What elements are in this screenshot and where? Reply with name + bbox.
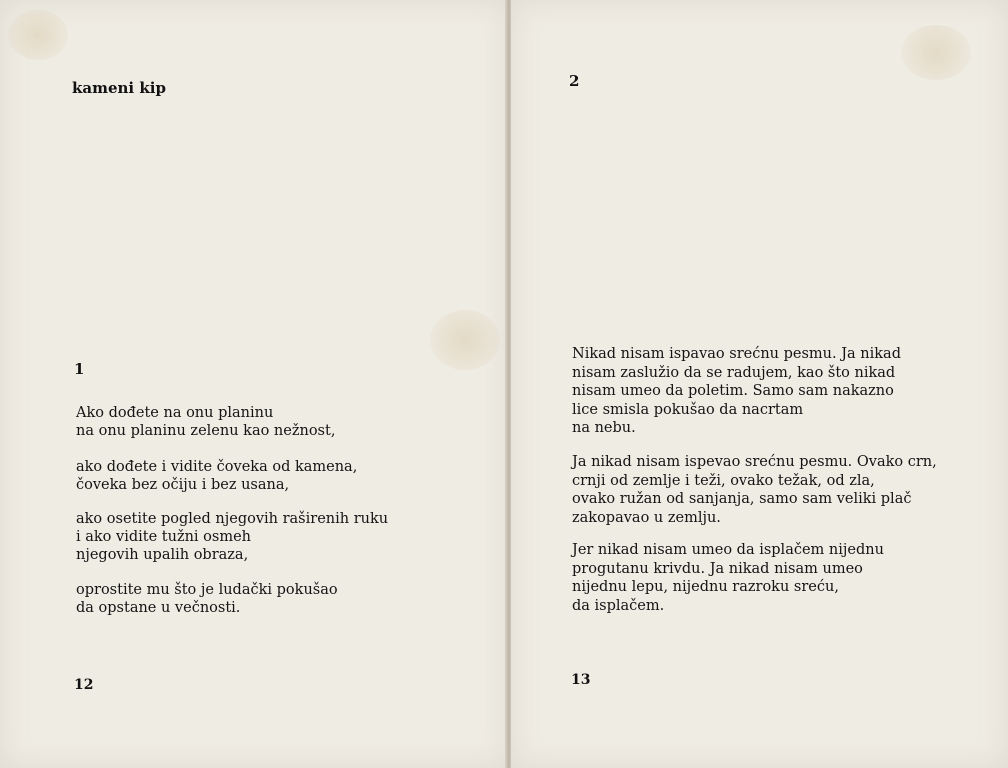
prose-line: nijednu lepu, nijednu razroku sreću, [572, 579, 839, 595]
poem-line: Ako dođete na onu planinu [76, 405, 274, 421]
section-number: 2 [569, 72, 580, 90]
prose-line: Ja nikad nisam ispevao srećnu pesmu. Ovako crn, [572, 454, 937, 470]
prose-line: crnji od zemlje i teži, ovako težak, od zla, [572, 472, 875, 489]
poem-line: njegovih upalih obraza, [76, 547, 249, 563]
prose-line: da isplačem. [572, 597, 665, 614]
poem-line: oprostite mu što je ludački pokušao [76, 582, 338, 598]
prose-line: nisam umeo da poletim. Samo sam nakazno [572, 383, 894, 399]
paper-stain [8, 10, 68, 60]
section-number: 1 [74, 360, 85, 378]
poem-line: čoveka bez očiju i bez usana, [76, 477, 290, 493]
page-number: 12 [74, 677, 94, 693]
prose-line: lice smisla pokušao da nacrtam [572, 401, 804, 418]
prose-line: na nebu. [572, 420, 636, 436]
prose-line: Jer nikad nisam umeo da isplačem nijednu [572, 542, 884, 558]
poem-line: i ako vidite tužni osmeh [76, 529, 252, 545]
poem-line: na onu planinu zelenu kao nežnost, [76, 423, 336, 439]
poem-line: da opstane u večnosti. [76, 600, 241, 616]
paper-stain [901, 25, 971, 80]
prose-paragraph [572, 541, 884, 615]
page-header: kameni kip [72, 79, 166, 97]
poem-stanza [76, 581, 338, 617]
prose-line: ovako ružan od sanjanja, samo sam veliki plač [572, 491, 912, 507]
poem-line: ako osetite pogled njegovih raširenih ruku [76, 511, 389, 527]
right-page [511, 0, 1008, 768]
prose-line: Nikad nisam ispavao srećnu pesmu. Ja nikad [572, 346, 901, 362]
poem-line: ako dođete i vidite čoveka od kamena, [76, 459, 358, 475]
paper-stain [430, 310, 500, 370]
prose-paragraph [572, 345, 901, 438]
poem-stanza [76, 404, 335, 440]
prose-line: zakopavao u zemlju. [572, 509, 721, 526]
page-number: 13 [571, 672, 591, 688]
prose-paragraph [572, 453, 937, 527]
prose-line: progutanu krivdu. Ja nikad nisam umeo [572, 560, 863, 577]
poem-stanza [76, 458, 357, 494]
poem-stanza [76, 510, 388, 564]
prose-line: nisam zaslužio da se radujem, kao što nikad [572, 364, 896, 381]
